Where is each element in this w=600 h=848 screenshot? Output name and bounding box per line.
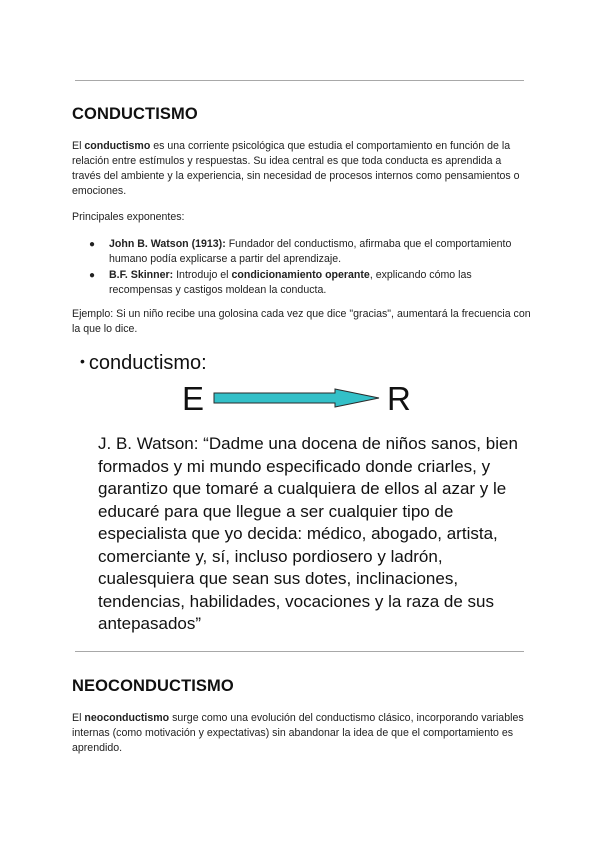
section-title-neoconductismo: NEOCONDUCTISMO: [72, 677, 234, 695]
exponents-label: Principales exponentes:: [72, 211, 185, 223]
arrow-shape: [214, 389, 379, 407]
slide-title-text: conductismo:: [88, 352, 207, 374]
exponents-list: [72, 237, 532, 299]
definition-body: surge como una evolución del conductismo clásico, incorporando variables internas (como motivación y expectativas) sin abandonar la idea de que el comportamiento es aprendido.: [72, 712, 524, 754]
definition-body: es una corriente psicológica que estudia el comportamiento en función de la relación entre estímulos y respuestas. Su idea central es que toda conducta es aprendida a través del ambiente y la experiencia, sin necesidad de procesos internos como pensamientos o emociones.: [72, 140, 520, 197]
stimulus-label: E: [182, 380, 205, 417]
neoconductismo-definition: [72, 711, 532, 756]
definition-prefix: El: [72, 140, 85, 152]
response-label: R: [387, 380, 411, 417]
stimulus-response-arrow: [213, 388, 385, 408]
bullet-icon: ●: [89, 239, 96, 250]
list-item: [72, 268, 532, 298]
exponent-key-concept: condicionamiento operante: [231, 269, 370, 281]
exponent-name: John B. Watson (1913):: [109, 238, 226, 250]
example-paragraph: Ejemplo: Si un niño recibe una golosina cada vez que dice "gracias", aumentará la frecuencia con la que lo dice.: [72, 308, 531, 335]
section-divider: [75, 651, 524, 652]
watson-quote: J. B. Watson: “Dadme una docena de niños sanos, bien formados y mi mundo especificado donde criarles, y garantizo que tomaré a cualquiera de ellos al azar y le educaré para que llegue a ser cualquier tipo de especialista que yo decida: médico, abogado, artista, comerciante y, sí, incluso pordiosero y ladrón, cualesquiera que sean sus dotes, inclinaciones, tendencias, habilidades, vocaciones y la raza de sus antepasados”: [98, 434, 518, 633]
conductismo-definition: [72, 139, 532, 199]
list-item: [72, 237, 532, 267]
definition-term: neoconductismo: [84, 712, 170, 724]
exponent-description: Introdujo el: [173, 269, 232, 281]
section-title-conductismo: CONDUCTISMO: [72, 105, 198, 123]
exponent-description-end: , explicando cómo las recompensas y castigos moldean la conducta.: [109, 269, 472, 296]
slide-bullet: •: [80, 353, 85, 369]
bullet-icon: ●: [89, 270, 96, 281]
exponent-name: B.F. Skinner:: [109, 269, 174, 281]
exponent-description: Fundador del conductismo, afirmaba que el comportamiento humano podía explicarse a partir del aprendizaje.: [109, 238, 512, 265]
slide-title: [80, 352, 207, 375]
top-divider: [75, 80, 524, 81]
definition-prefix: El: [72, 712, 85, 724]
definition-term: conductismo: [84, 140, 151, 152]
